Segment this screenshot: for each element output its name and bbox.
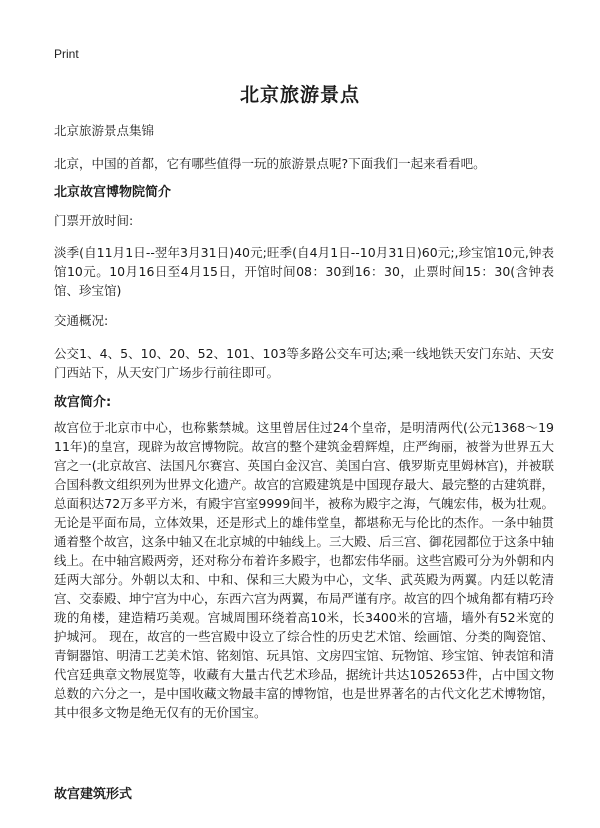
subtitle: 北京旅游景点集锦 bbox=[54, 123, 155, 138]
ticket-label: 门票开放时间: bbox=[54, 213, 134, 228]
section-heading-architecture: 故宫建筑形式 bbox=[54, 787, 133, 802]
section-heading-intro: 故宫简介: bbox=[54, 395, 112, 410]
palace-intro-paragraph: 故宫位于北京市中心，也称紫禁城。这里曾居住过24个皇帝，是明清两代(公元1368～1911年)的皇宫，现辟为故宫博物院。故宫的整个建筑金碧辉煌，庄严绚丽，被誉为世界五大宫之一(北京故宫、法国凡尔赛宫、英国白金汉宫、美国白宫、俄罗斯克里姆林宫)，并被联合国科教文组织列为世界文化遗产。故宫的宫殿建筑是中国现存最大、最完整的古建筑群，总面积达72万多平方米，有殿宇宫室9999间半，被称为殿宇之海，气魄宏伟，极为壮观。无论是平面布局，立体效果，还是形式上的雄伟堂皇，都堪称无与伦比的杰作。一条中轴贯通着整个故宫，这条中轴又在北京城的中轴线上。三大殿、后三宫、御花园都位于这条中轴线上。在中轴宫殿两旁，还对称分布着许多殿宇，也都宏伟华丽。这些宫殿可分为外朝和内廷两大部分。外朝以太和、中和、保和三大殿为中心，文华、武英殿为两翼。内廷以乾清宫、交泰殿、坤宁宫为中心，东西六宫为两翼，布局严谨有序。故宫的四个城角都有精巧玲珑的角楼，建造精巧美观。宫城周围环绕着高10米，长3400米的宫墙，墙外有52米宽的护城河。 现在，故宫的一些宫殿中设立了综合性的历史艺术馆、绘画馆、分类的陶瓷馆、青铜器馆、明清工艺美术馆、铭刻馆、玩具馆、文房四宝馆、玩物馆、珍宝馆、钟表馆和清代宫廷典章文物展览等，收藏有大量古代艺术珍品，据统计共达1052653件，占中国文物总数的六分之一，是中国收藏文物最丰富的博物馆，也是世界著名的古代文化艺术博物馆，其中很多文物是绝无仅有的无价国宝。 bbox=[54, 420, 555, 720]
traffic-info-paragraph: 公交1、4、5、10、20、52、101、103等多路公交车可达;乘一线地铁天安门东站、天安门西站下，从天安门广场步行前往即可。 bbox=[54, 346, 554, 380]
print-link[interactable]: Print bbox=[54, 47, 79, 61]
page-title: 北京旅游景点 bbox=[239, 84, 360, 106]
section-heading-museum: 北京故宫博物院简介 bbox=[54, 185, 172, 200]
intro-paragraph: 北京，中国的首都，它有哪些值得一玩的旅游景点呢?下面我们一起来看看吧。 bbox=[54, 156, 486, 171]
ticket-info-paragraph: 淡季(自11月1日--翌年3月31日)40元;旺季(自4月1日--10月31日)60元;,珍宝馆10元,钟表馆10元。10月16日至4月15日，开馆时间08：30到16：30，止票时间15：30(含钟表馆、珍宝馆) bbox=[54, 245, 554, 298]
traffic-label: 交通概况: bbox=[54, 313, 109, 328]
